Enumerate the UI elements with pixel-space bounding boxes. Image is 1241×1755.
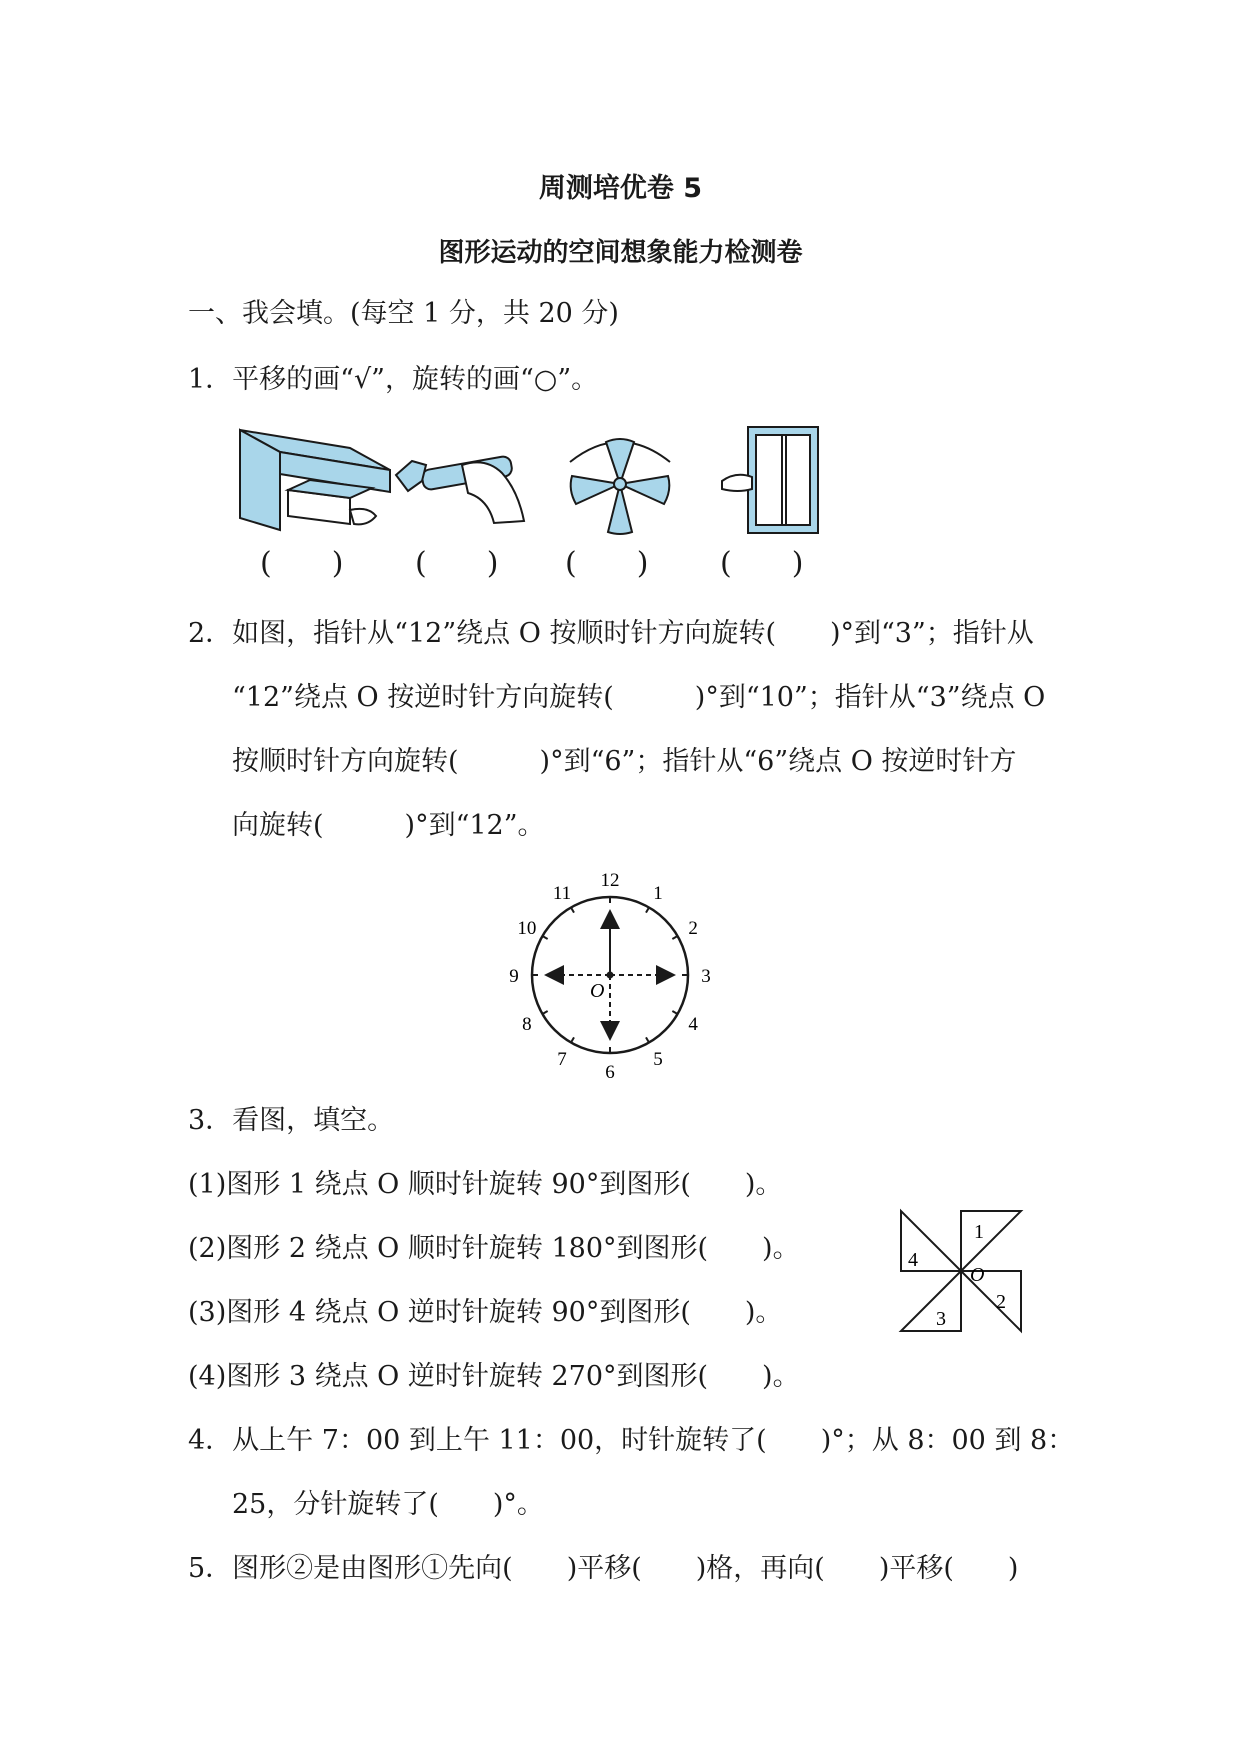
triangle-3 (901, 1271, 961, 1331)
clock-tick (672, 936, 677, 939)
clock-number: 7 (557, 1049, 567, 1071)
answer-blank[interactable]: ( ) (720, 546, 804, 581)
wrench-icon (392, 445, 532, 525)
clock-tick (571, 1037, 574, 1042)
clock-diagram (509, 865, 711, 1083)
clock-tick (542, 936, 547, 939)
question-5-line: 5．图形②是由图形①先向( )平移( )格，再向( )平移( ) (188, 1553, 1019, 1584)
question-4-line: 25，分针旋转了( )°。 (232, 1489, 544, 1520)
clock-number: 10 (517, 918, 537, 939)
clock-number: 6 (605, 1062, 615, 1083)
fan-icon (560, 432, 680, 537)
label-4: 4 (908, 1249, 918, 1271)
center-point (607, 972, 614, 979)
clock-number: 9 (509, 966, 519, 987)
drawer-icon (240, 430, 390, 535)
clock-number: 5 (653, 1049, 663, 1071)
center-label: O (970, 1264, 985, 1286)
page-title: 周测培优卷 5 (538, 173, 703, 204)
question-3-text: 3．看图，填空。 (188, 1105, 395, 1136)
clock-number: 11 (552, 882, 572, 904)
section-heading: 一、我会填。(每空 1 分，共 20 分) (188, 298, 619, 329)
question-3-item: (1)图形 1 绕点 O 顺时针旋转 90°到图形( )。 (188, 1169, 783, 1200)
question-2-line: 2．如图，指针从“12”绕点 O 按顺时针方向旋转( )°到“3”；指针从 (188, 618, 1034, 649)
sliding-window-icon (720, 425, 820, 535)
clock-number: 2 (688, 918, 698, 939)
clock-tick (646, 1037, 649, 1042)
clock-number: 4 (688, 1014, 698, 1035)
question-2-line: “12”绕点 O 按逆时针方向旋转( )°到“10”；指针从“3”绕点 O (232, 682, 1046, 713)
question-2-line: 向旋转( )°到“12”。 (232, 810, 545, 841)
clock-number: 3 (701, 966, 711, 987)
question-3-item: (3)图形 4 绕点 O 逆时针旋转 90°到图形( )。 (188, 1297, 783, 1328)
label-1: 1 (974, 1221, 984, 1243)
triangle-1 (961, 1211, 1021, 1271)
answer-blank[interactable]: ( ) (565, 546, 649, 581)
clock-number: 1 (653, 882, 663, 904)
clock-number: 8 (522, 1014, 532, 1035)
label-2: 2 (996, 1291, 1006, 1313)
clock-number: 12 (600, 870, 620, 891)
center-label: O (590, 980, 605, 1002)
question-2-line: 按顺时针方向旋转( )°到“6”；指针从“6”绕点 O 按逆时针方 (232, 746, 1017, 777)
clock-tick (571, 907, 574, 912)
clock-tick (646, 907, 649, 912)
clock-tick (542, 1011, 547, 1014)
question-4-line: 4．从上午 7：00 到上午 11：00，时针旋转了( )°；从 8：00 到 8： (188, 1425, 1075, 1456)
label-3: 3 (936, 1308, 946, 1330)
pinwheel-figure (898, 1208, 1032, 1340)
answer-blank[interactable]: ( ) (415, 546, 499, 581)
question-3-item: (4)图形 3 绕点 O 逆时针旋转 270°到图形( )。 (188, 1361, 800, 1392)
answer-blank[interactable]: ( ) (260, 546, 344, 581)
question-1-text: 1．平移的画“√”，旋转的画“○”。 (188, 364, 599, 395)
question-3-item: (2)图形 2 绕点 O 顺时针旋转 180°到图形( )。 (188, 1233, 800, 1264)
clock-tick (672, 1011, 677, 1014)
page-subtitle: 图形运动的空间想象能力检测卷 (438, 238, 803, 268)
